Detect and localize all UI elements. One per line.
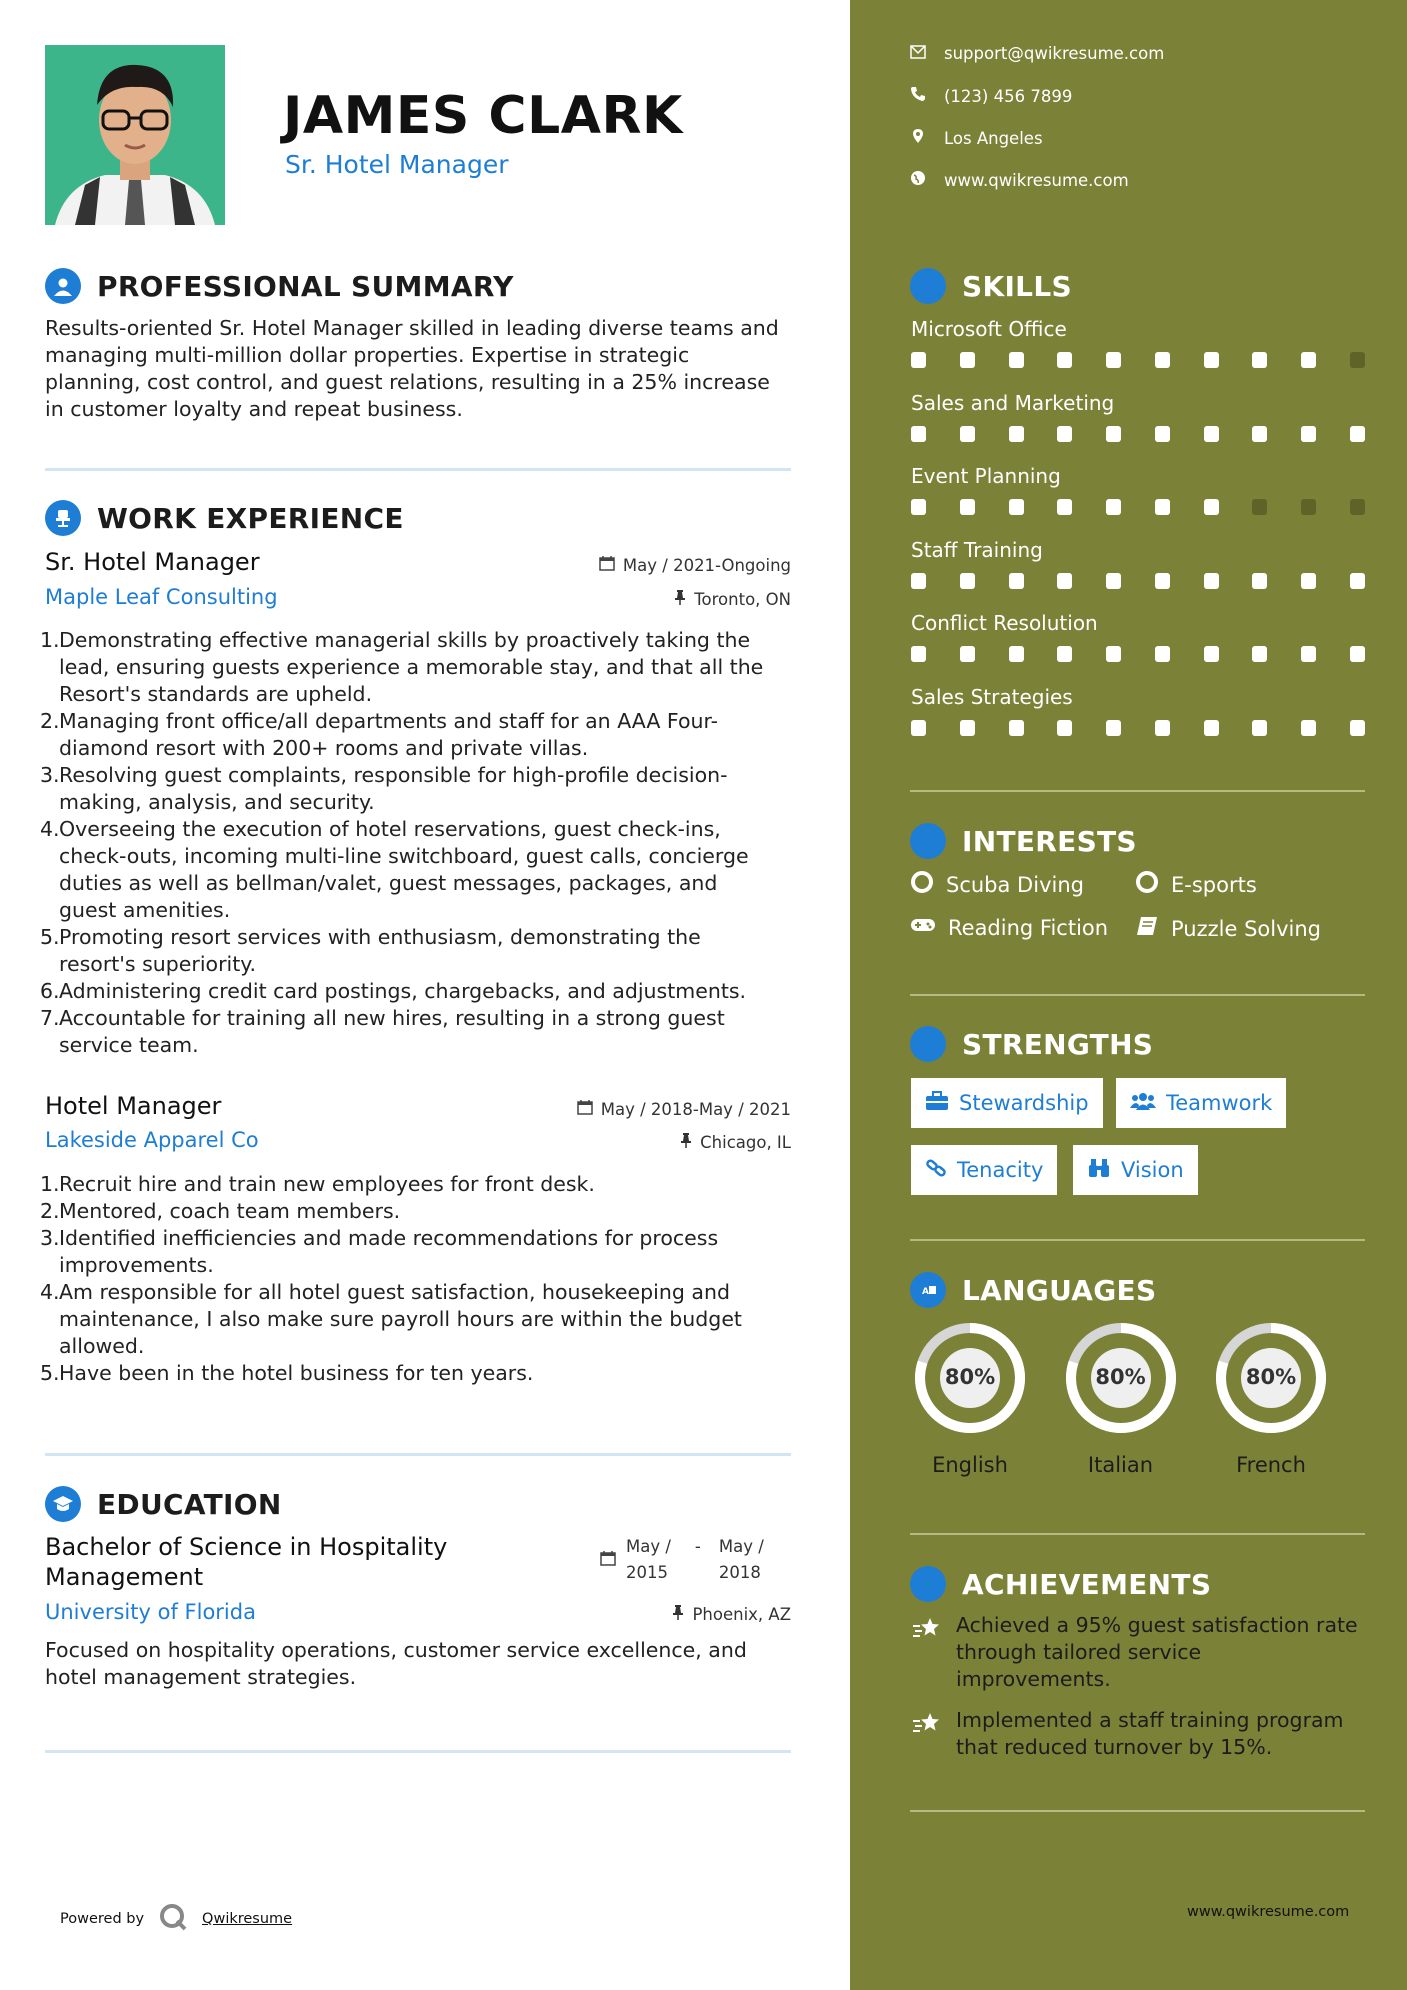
- map-pin-icon: [910, 128, 926, 148]
- skill-dot: [1155, 720, 1170, 736]
- summary-heading: [45, 268, 514, 304]
- svg-text:A: A: [922, 1287, 930, 1297]
- duty-item: 4. Overseeing the execution of hotel reservations, guest check-ins, check-outs, incoming multi-line switchboard, guest calls, concierge duties as well as bellman/valet, guest messages, packages, and guest amenities.: [40, 817, 749, 922]
- education-dates: May / 2015 - May / 2018: [600, 1534, 764, 1586]
- gamepad-icon: [910, 915, 936, 940]
- skill-dot: [1204, 499, 1219, 515]
- job-dates: May / 2018-May / 2021: [577, 1099, 791, 1119]
- translate-icon: [910, 1272, 946, 1308]
- duty-item: 1. Recruit hire and train new employees for front desk.: [40, 1172, 595, 1196]
- skill-dot: [1106, 499, 1121, 515]
- school-name: University of Florida: [45, 1600, 256, 1624]
- skill-dot: [960, 720, 975, 736]
- company-name: Maple Leaf Consulting: [45, 585, 278, 609]
- duty-item: 3. Resolving guest complaints, responsible for high-profile decision- making, analysis, and security.: [40, 763, 728, 814]
- skill-dot: [1057, 499, 1072, 515]
- calendar-icon: [599, 555, 615, 575]
- language-percent: 80%: [1245, 1365, 1297, 1389]
- duties-list: [41, 1171, 801, 1387]
- skill-dot: [1057, 352, 1072, 368]
- skills-heading: SKILLS: [910, 268, 1072, 304]
- achievements-heading: ACHIEVEMENTS: [910, 1566, 1211, 1602]
- divider: [910, 1810, 1365, 1812]
- strength-tag: Tenacity: [911, 1145, 1057, 1195]
- duty-item: 5. Promoting resort services with enthusiasm, demonstrating the resort's superiority.: [40, 925, 701, 976]
- candidate-title: Sr. Hotel Manager: [285, 150, 509, 179]
- education-start: May / 2015: [626, 1537, 671, 1582]
- divider: [45, 1453, 791, 1456]
- skill-dot: [1252, 720, 1267, 736]
- book-icon: [1135, 915, 1159, 942]
- skill-dot: [1252, 646, 1267, 662]
- achievement-item: Implemented a staff training program that reduced turnover by 15%.: [912, 1707, 1344, 1761]
- skill-dot: [1204, 352, 1219, 368]
- powered-by: Powered by Qwikresume: [60, 1902, 292, 1936]
- life-ring-icon: [910, 870, 934, 899]
- divider: [45, 1750, 791, 1753]
- education-location: Phoenix, AZ: [672, 1604, 791, 1624]
- skill-dot: [960, 352, 975, 368]
- duties-list: [41, 627, 801, 1059]
- strength-tag: Teamwork: [1116, 1078, 1286, 1128]
- skill-rating: [911, 646, 1365, 662]
- language-name: French: [1236, 1453, 1306, 1477]
- interest-item: Puzzle Solving: [1135, 915, 1321, 942]
- language-percent: 80%: [944, 1365, 996, 1389]
- skill-dot: [1301, 426, 1316, 442]
- achievement-item: Achieved a 95% guest satisfaction rate through tailored service improvements.: [912, 1612, 1358, 1693]
- skill-dot: [911, 499, 926, 515]
- skill-dot: [1155, 426, 1170, 442]
- graduation-icon: [45, 1486, 81, 1522]
- skill-rating: [911, 573, 1365, 589]
- phone-icon: [910, 86, 926, 106]
- job-title: Hotel Manager: [45, 1092, 222, 1120]
- skill-dot: [1301, 499, 1316, 515]
- paper-plane-icon: [910, 823, 946, 859]
- duty-item: 1. Demonstrating effective managerial skills by proactively taking the lead, ensuring guests experience a memorable stay, and that all the Resort's standards are upheld.: [40, 628, 764, 706]
- duty-item: 7. Accountable for training all new hires, resulting in a strong guest service team.: [40, 1006, 725, 1057]
- fist-icon: [910, 1026, 946, 1062]
- skill-dot: [1106, 426, 1121, 442]
- duty-item: 6. Administering credit card postings, chargebacks, and adjustments.: [40, 979, 747, 1003]
- skill-name: Event Planning: [911, 464, 1061, 488]
- skill-dot: [1155, 646, 1170, 662]
- company-name: Lakeside Apparel Co: [45, 1128, 259, 1152]
- divider: [910, 790, 1365, 792]
- skill-dot: [1204, 573, 1219, 589]
- skill-name: Microsoft Office: [911, 317, 1067, 341]
- divider: [910, 1533, 1365, 1535]
- skill-dot: [1009, 573, 1024, 589]
- skill-rating: [911, 499, 1365, 515]
- interest-item: E-sports: [1135, 870, 1257, 899]
- language-ring: [1061, 1318, 1181, 1442]
- skill-dot: [1009, 426, 1024, 442]
- skill-dot: [1204, 720, 1219, 736]
- contact-phone: (123) 456 7899: [910, 86, 1072, 106]
- contact-website: www.qwikresume.com: [910, 170, 1129, 190]
- job-location: Toronto, ON: [674, 589, 791, 609]
- skill-name: Conflict Resolution: [911, 611, 1098, 635]
- skill-dot: [1009, 352, 1024, 368]
- skill-dot: [1106, 646, 1121, 662]
- job-dates: May / 2021-Ongoing: [599, 555, 791, 575]
- skill-dot: [1057, 573, 1072, 589]
- skill-dot: [911, 720, 926, 736]
- duty-item: 3. Identified inefficiencies and made recommendations for process improvements.: [40, 1226, 719, 1277]
- users-icon: [1130, 1091, 1156, 1116]
- strength-tag: Stewardship: [911, 1078, 1103, 1128]
- binoculars-icon: [1087, 1157, 1111, 1184]
- contact-location: Los Angeles: [910, 128, 1043, 148]
- briefcase-icon: [925, 1091, 949, 1116]
- envelope-icon: [910, 44, 926, 63]
- education-text: Focused on hospitality operations, customer service excellence, and hotel management strategies.: [45, 1638, 747, 1689]
- language-percent: 80%: [1095, 1365, 1146, 1389]
- skill-dot: [1009, 646, 1024, 662]
- education-heading: [45, 1486, 282, 1522]
- pin-icon: [674, 589, 686, 609]
- contact-email: support@qwikresume.com: [910, 44, 1164, 63]
- strengths-heading: STRENGTHS: [910, 1026, 1153, 1062]
- skill-dot: [960, 499, 975, 515]
- skill-dot: [1204, 426, 1219, 442]
- divider: [910, 1239, 1365, 1241]
- language-ring: [1211, 1318, 1331, 1442]
- skill-dot: [1252, 352, 1267, 368]
- skill-dot: [1301, 352, 1316, 368]
- profile-photo: [45, 45, 225, 225]
- skill-dot: [960, 646, 975, 662]
- skill-dot: [1106, 720, 1121, 736]
- summary-heading-text: PROFESSIONAL SUMMARY: [97, 269, 514, 303]
- skill-name: Sales and Marketing: [911, 390, 1115, 415]
- skill-dot: [1350, 499, 1365, 515]
- link-icon: [925, 1157, 947, 1184]
- skill-rating: [911, 352, 1365, 368]
- education-heading-text: EDUCATION: [97, 1487, 282, 1521]
- skill-rating: [911, 720, 1365, 736]
- skill-dot: [1350, 646, 1365, 662]
- skill-dot: [960, 573, 975, 589]
- skill-dot: [911, 646, 926, 662]
- strength-tag: Vision: [1073, 1145, 1198, 1195]
- skill-dot: [1301, 646, 1316, 662]
- skill-dot: [1155, 499, 1170, 515]
- qwikresume-link[interactable]: Qwikresume: [202, 1911, 293, 1927]
- education-end: May / 2018: [718, 1537, 764, 1582]
- pin-icon: [672, 1604, 684, 1624]
- qwikresume-logo-icon: [158, 1902, 188, 1936]
- skill-dot: [1301, 720, 1316, 736]
- pin-icon: [680, 1132, 692, 1152]
- experience-heading: [45, 500, 404, 536]
- divider: [910, 994, 1365, 996]
- star-badge-icon: [910, 1566, 946, 1602]
- duty-item: 4. Am responsible for all hotel guest satisfaction, housekeeping and maintenance, I also make sure payroll hours are within the budget allowed.: [40, 1280, 742, 1358]
- interests-heading: INTERESTS: [910, 823, 1137, 859]
- skill-dot: [1106, 573, 1121, 589]
- skill-dot: [1057, 646, 1072, 662]
- skill-dot: [1252, 573, 1267, 589]
- language-name: Italian: [1087, 1453, 1154, 1477]
- language-ring: [910, 1318, 1030, 1442]
- skill-dot: [1009, 720, 1024, 736]
- skill-dot: [1155, 352, 1170, 368]
- skill-dot: [1301, 573, 1316, 589]
- shooting-star-icon: [912, 1711, 942, 1761]
- candidate-name: JAMES CLARK: [283, 86, 683, 146]
- chair-icon: [45, 500, 81, 536]
- skill-dot: [960, 426, 975, 442]
- calendar-icon: [600, 1548, 616, 1586]
- interest-item: Scuba Diving: [910, 870, 1084, 899]
- globe-icon: [910, 170, 926, 190]
- duty-item: 2. Managing front office/all departments and staff for an AAA Four- diamond resort with 200+ rooms and private villas.: [40, 709, 719, 760]
- skill-dot: [1350, 352, 1365, 368]
- skill-name: Staff Training: [911, 537, 1043, 562]
- lightbulb-icon: [910, 268, 946, 304]
- languages-heading: A LANGUAGES: [910, 1272, 1156, 1308]
- duty-item: 5. Have been in the hotel business for ten years.: [40, 1361, 534, 1385]
- interest-item: Reading Fiction: [910, 915, 1108, 940]
- divider: [45, 468, 791, 471]
- footer-website[interactable]: www.qwikresume.com: [1187, 1904, 1350, 1920]
- skill-dot: [1252, 426, 1267, 442]
- job-location: Chicago, IL: [680, 1132, 791, 1152]
- summary-text: Results-oriented Sr. Hotel Manager skilled in leading diverse teams and managing multi-million dollar properties. Expertise in strategic planning, cost control, and guest relations, resulting in a 25% increase in customer loyalty and repeat business.: [45, 316, 779, 421]
- user-icon: [45, 268, 81, 304]
- skill-dot: [1155, 573, 1170, 589]
- calendar-icon: [577, 1099, 593, 1119]
- shooting-star-icon: [912, 1616, 942, 1693]
- degree-name: Bachelor of Science in Hospitality Management: [45, 1533, 448, 1591]
- skill-dot: [1106, 352, 1121, 368]
- skill-dot: [1009, 499, 1024, 515]
- skill-dot: [1057, 426, 1072, 442]
- duty-item: 2. Mentored, coach team members.: [40, 1199, 401, 1223]
- skill-dot: [1350, 426, 1365, 442]
- skill-dot: [911, 573, 926, 589]
- skill-dot: [911, 426, 926, 442]
- skill-name: Sales Strategies: [911, 684, 1073, 709]
- experience-heading-text: WORK EXPERIENCE: [97, 501, 404, 535]
- skill-dot: [1057, 720, 1072, 736]
- skill-dot: [1350, 573, 1365, 589]
- language-name: English: [932, 1453, 1008, 1477]
- skill-dot: [1350, 720, 1365, 736]
- skill-rating: [911, 426, 1365, 442]
- skill-dot: [911, 352, 926, 368]
- skill-dot: [1252, 499, 1267, 515]
- life-ring-icon: [1135, 870, 1159, 899]
- skill-dot: [1204, 646, 1219, 662]
- job-title: Sr. Hotel Manager: [45, 548, 260, 576]
